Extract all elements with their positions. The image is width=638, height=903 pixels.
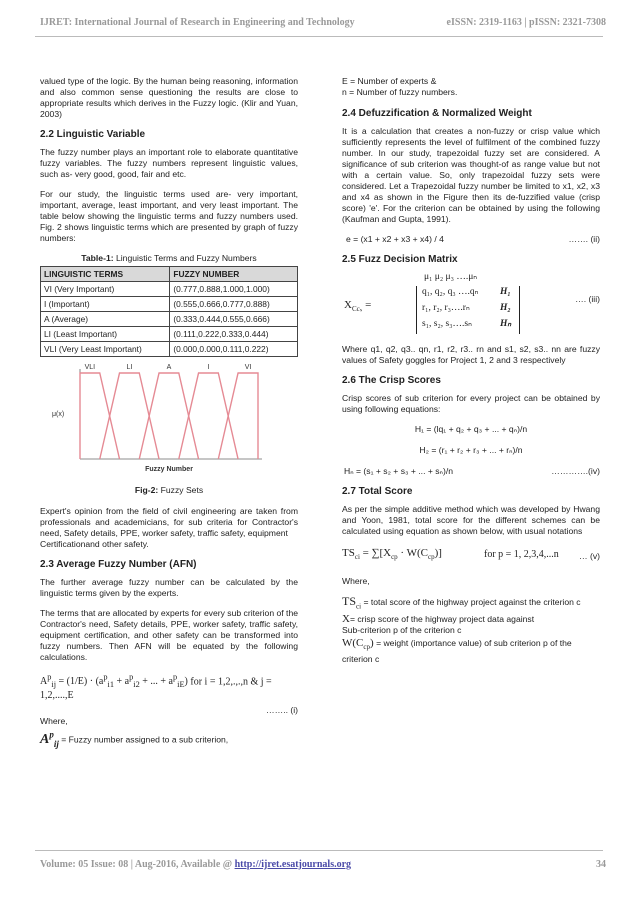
s25-paragraph: Where q1, q2, q3.. qn, r1, r2, r3.. rn and s1, s2, s3.. nn are fuzzy values of Safety goggles for Project 1, 2 and 3 respectively bbox=[342, 344, 600, 365]
s23-paragraph-1: The further average fuzzy number can be calculated by the linguistic terms given by the experts. bbox=[40, 577, 298, 598]
y-axis-label: μ(x) bbox=[52, 411, 65, 418]
page-footer bbox=[40, 859, 606, 873]
s26-paragraph: Crisp scores of sub criterion for every project can be obtained by using following equations: bbox=[342, 393, 600, 414]
legend-label-li: LI bbox=[126, 364, 133, 371]
equation-3-number: …. (iii) bbox=[575, 294, 600, 304]
equation-5 bbox=[342, 546, 600, 568]
equation-hn: Hₙ = (s₁ + s₂ + s₃ + ... + sₙ)/n bbox=[344, 466, 453, 476]
figure-caption bbox=[40, 485, 298, 496]
footer-volume-text: Volume: 05 Issue: 08 | Aug-2016, Available @ bbox=[40, 859, 235, 870]
fuzzy-sets-svg bbox=[40, 359, 298, 483]
footer-rule bbox=[35, 850, 603, 851]
wcp-definition-text: = weight (importance value) of sub criterion p of the criterion c bbox=[342, 638, 572, 664]
left-column bbox=[40, 76, 298, 750]
table-cell: (0.000,0.000,0.111,0.222) bbox=[170, 342, 298, 357]
table-row bbox=[41, 282, 298, 297]
series-line-li bbox=[100, 373, 159, 459]
ts-symbol: $TS_{ci}$ bbox=[342, 594, 362, 611]
legend-label-vi: VI bbox=[244, 364, 252, 371]
header-rule bbox=[35, 36, 603, 37]
aij-definition bbox=[40, 729, 298, 749]
series-line-i bbox=[179, 373, 238, 459]
equation-2 bbox=[342, 234, 600, 248]
equation-4 bbox=[342, 466, 600, 480]
table-row bbox=[41, 327, 298, 342]
section-2-5-title: 2.5 Fuzz Decision Matrix bbox=[342, 254, 458, 265]
fuzzy-sets-chart bbox=[40, 359, 298, 483]
where-label: Where, bbox=[40, 716, 68, 727]
section-2-3-title: 2.3 Average Fuzzy Number (AFN) bbox=[40, 559, 197, 570]
table-row bbox=[41, 312, 298, 327]
equation-1-number: …….. (i) bbox=[266, 705, 298, 716]
linguistic-terms-table bbox=[40, 266, 298, 357]
s22-paragraph-2: For our study, the linguistic terms used are- very important, important, average, least important, and very least important. The table below showing the linguistic terms and fuzzy numbers used. Fig. 2 shows linguistic terms which are presented by graph of fuzzy numbers: bbox=[40, 189, 298, 243]
legend-label-a: A bbox=[166, 364, 172, 371]
xcp-definition bbox=[342, 614, 600, 625]
matrix-row-2: r₁, r₂, r₃….rₙ bbox=[422, 303, 470, 313]
table-header-row bbox=[41, 267, 298, 282]
expert-paragraph: Expert's opinion from the field of civil engineering are taken from professionals and academicians, for sub criteria for Contractor's need, Safety details, PPE, worker safety, traffic safety, equipment bbox=[40, 506, 298, 538]
section-2-6-title: 2.6 The Crisp Scores bbox=[342, 375, 441, 386]
equation-h1: H₁ = (lq₁ + q₂ + q₃ + ... + qₙ)/n bbox=[414, 424, 528, 434]
table-header-cell: LINGUISTIC TERMS bbox=[41, 267, 170, 282]
section-2-2-title: 2.2 Linguistic Variable bbox=[40, 129, 146, 140]
matrix-h2: H₂ bbox=[500, 303, 511, 313]
section-2-4-title: 2.4 Defuzzification & Normalized Weight bbox=[342, 108, 532, 119]
series-line-vli bbox=[80, 373, 120, 459]
table-header-cell: FUZZY NUMBER bbox=[170, 267, 298, 282]
figure-caption-text: Fuzzy Sets bbox=[158, 485, 204, 495]
equation-1-tail: for i = 1,2,.,.,n & j = 1,2,....,E bbox=[40, 676, 272, 702]
matrix-column-headers: μ₁ μ₂ μ₃ ….μₙ bbox=[424, 272, 478, 282]
wcp-definition bbox=[342, 638, 600, 664]
figure-caption-label: Fig-2: bbox=[134, 485, 159, 495]
matrix-h1: H₁ bbox=[500, 287, 511, 297]
ts-definition-text: = total score of the highway project against the criterion c bbox=[363, 597, 581, 607]
s24-paragraph: It is a calculation that creates a non-fuzzy or crisp value which sufficiently represents the level of fulfilment of the combined fuzzy number. In our study, trapezoidal fuzzy set are considered. A significance of sub criterion was thought-of as range value but not with a certain value. So, only trapezoidal fuzzy sets were considered. Let a Trapezoidal fuzzy number be limited to x1, x2, x3 and x4 as shown in the Figure then its de-fuzzified value (crisp score) 'e'. For the criterion can be obtained by using the following (Kaufman and Gupta, 1991). bbox=[342, 126, 600, 224]
series-line-vi bbox=[218, 373, 258, 459]
table-cell: A (Average) bbox=[41, 312, 170, 327]
intro-paragraph: valued type of the logic. By the human being reasoning, information and also common sense questioning the results are close to appropriate results which derives in the Fuzzy logic. (Klir and Yuan, 2003) bbox=[40, 76, 298, 119]
series-line-a bbox=[139, 373, 198, 459]
equation-4-number: ………….(iv) bbox=[551, 466, 600, 476]
journal-title: IJRET: International Journal of Research in Engineering and Technology bbox=[40, 17, 355, 28]
page-number: 34 bbox=[596, 859, 606, 870]
section-2-7-title: 2.7 Total Score bbox=[342, 486, 413, 497]
table-cell: LI (Least Important) bbox=[41, 327, 170, 342]
page-header bbox=[40, 17, 606, 31]
expert-paragraph-tail: Certificationand other safety. bbox=[40, 539, 149, 549]
n-definition: n = Number of fuzzy numbers. bbox=[342, 87, 458, 97]
matrix-hn: Hₙ bbox=[500, 319, 512, 329]
where-label-right: Where, bbox=[342, 576, 370, 586]
s22-paragraph-1: The fuzzy number plays an important role to elaborate quantitative fuzzy variables. The fuzzy numbers represent linguistic values, such as- very good, good, fair and etc. bbox=[40, 147, 298, 179]
s27-paragraph: As per the simple additive method which was developed by Hwang and Yoon, 1981, total score for the different schemes can be calculated using equation as shown below, with usual notations bbox=[342, 504, 600, 536]
aij-definition-text: = Fuzzy number assigned to a sub criterion, bbox=[61, 734, 229, 745]
equation-5-lhs: $TS_{ci} = \sum[X_{cp} \cdot W(C_{cp})]$ bbox=[342, 547, 442, 562]
legend-label-vli: VLI bbox=[84, 364, 96, 371]
table-cell: (0.777,0.888,1.000,1.000) bbox=[170, 282, 298, 297]
equation-2-text: e = (x1 + x2 + x3 + x4) / 4 bbox=[346, 234, 444, 244]
matrix-symbol: $X_{Cc_s}$ = bbox=[344, 299, 372, 314]
fuzzy-decision-matrix bbox=[342, 272, 600, 338]
equation-5-tail: for p = 1, 2,3,4,...n bbox=[484, 549, 559, 560]
table-cell: I (Important) bbox=[41, 297, 170, 312]
issn: eISSN: 2319-1163 | pISSN: 2321-7308 bbox=[446, 17, 606, 28]
subcriterion-line: Sub-criterion p of the criterion c bbox=[342, 625, 462, 636]
xcp-definition-text: = crisp score of the highway project data against bbox=[349, 614, 535, 625]
equation-2-number: ……. (ii) bbox=[568, 234, 600, 244]
journal-link[interactable]: http://ijret.esatjournals.org bbox=[234, 859, 352, 870]
table-cell: (0.555,0.666,0.777,0.888) bbox=[170, 297, 298, 312]
table-caption-label: Table-1: bbox=[81, 253, 114, 263]
table-caption bbox=[40, 253, 298, 264]
s23-paragraph-2: The terms that are allocated by experts for every sub criterion of the Contractor's need, Safety details, PPE, worker safety, traffic safety, equipment certification, and other safety can be transformed into fuzzy numbers. Then AFN will be equated by the following calculations. bbox=[40, 608, 298, 662]
aij-symbol: $A^p_{ij}$ bbox=[40, 729, 59, 749]
table-cell: (0.111,0.222,0.333,0.444) bbox=[170, 327, 298, 342]
table-caption-text: Linguistic Terms and Fuzzy Numbers bbox=[113, 253, 257, 263]
xcp-symbol: X bbox=[342, 613, 350, 626]
x-axis-label: Fuzzy Number bbox=[145, 466, 193, 473]
wcp-symbol: $W(C_{cp})$ bbox=[342, 637, 374, 652]
right-column bbox=[342, 76, 600, 665]
equation-5-number: … (v) bbox=[578, 551, 600, 561]
e-definition: E = Number of experts & bbox=[342, 76, 437, 86]
equation-1: $A^p_{ij} = (1/E) \cdot (a^p_{i1} + a^p_{i2}$ + ... + $a^p_{iE}$) for i = 1,2,.,.,n & j = 1,2,....,E bbox=[40, 673, 272, 702]
table-row bbox=[41, 297, 298, 312]
footer-volume bbox=[40, 859, 351, 870]
equation-h2: H₂ = (r₁ + r₂ + r₃ + ... + rₙ)/n bbox=[419, 445, 523, 455]
matrix-row-1: q₁, q₂, q₃ ….qₙ bbox=[422, 287, 479, 297]
table-cell: VI (Very Important) bbox=[41, 282, 170, 297]
table-row bbox=[41, 342, 298, 357]
table-cell: VLI (Very Least Important) bbox=[41, 342, 170, 357]
matrix-row-3: s₁, s₂, s₃….sₙ bbox=[422, 319, 472, 329]
legend-label-i: I bbox=[207, 364, 210, 371]
table-cell: (0.333,0.444,0.555,0.666) bbox=[170, 312, 298, 327]
ts-definition bbox=[342, 596, 600, 612]
